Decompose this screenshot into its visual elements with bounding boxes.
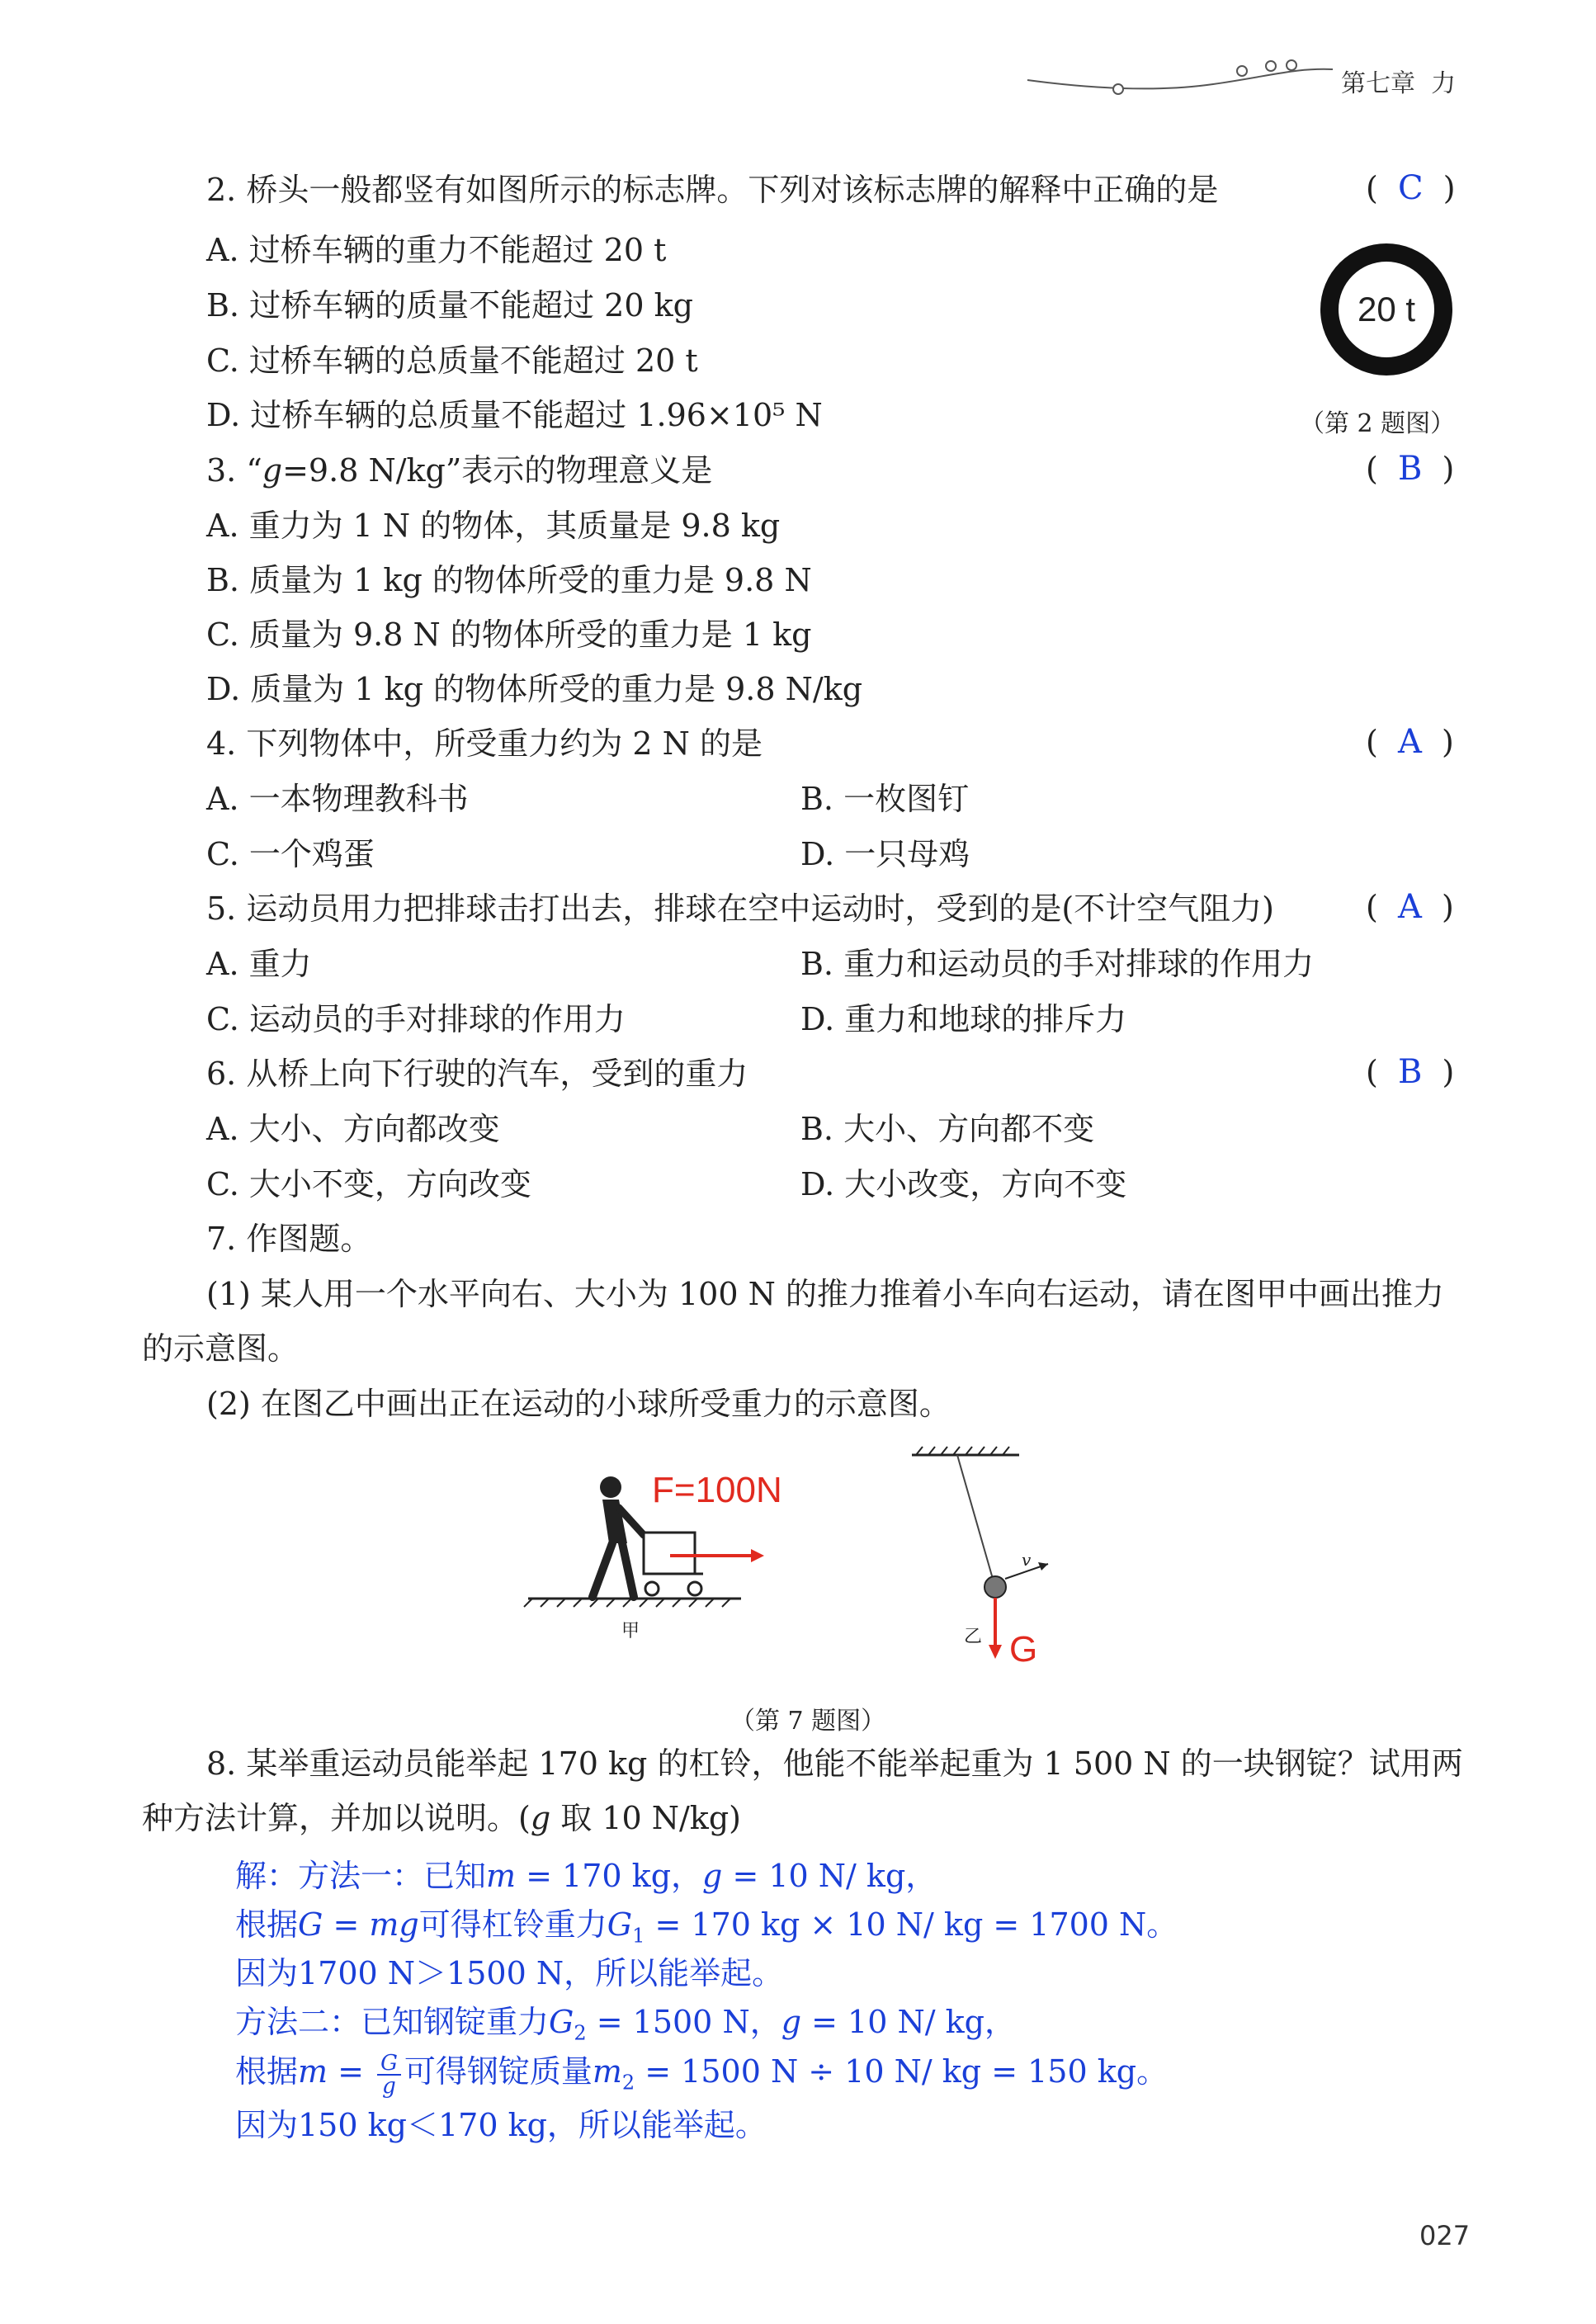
solution-line-6: 因为150 kg＜170 kg，所以能举起。 — [235, 2107, 767, 2143]
q5-option-a: A. 重力 — [206, 946, 312, 982]
q5-option-d: D. 重力和地球的排斥力 — [800, 1001, 1127, 1037]
sol5-g: = 1500 N ÷ 10 N/ kg = 150 kg。 — [635, 2053, 1169, 2090]
person-head — [600, 1476, 621, 1498]
q6-option-c: C. 大小不变，方向改变 — [206, 1166, 531, 1202]
sol4-a: 方法二：已知钢锭重力 — [235, 2004, 550, 2040]
q3-stem — [206, 450, 712, 491]
q4-option-a: A. 一本物理教科书 — [206, 781, 469, 817]
sol5-c: = — [328, 2053, 375, 2090]
q2-option-b: B. 过桥车辆的质量不能超过 20 kg — [206, 287, 693, 324]
sol5-fraction — [377, 2052, 401, 2097]
sol2-d: mg — [369, 1906, 419, 1943]
q2-option-d: D. 过桥车辆的总质量不能超过 1.96×10⁵ N — [206, 397, 823, 433]
q4-option-d: D. 一只母鸡 — [800, 836, 970, 872]
sol4-d: = 1500 N， — [586, 2004, 781, 2040]
q4-answer: A — [1397, 723, 1422, 761]
sign-text: 20 t — [1339, 262, 1434, 357]
label-yi: 乙 — [964, 1627, 983, 1647]
q3-stem-prefix: 3. “ — [206, 452, 262, 489]
q8-line2-var: g — [530, 1800, 551, 1836]
sol4-b: G — [549, 2004, 574, 2040]
q3-option-d: D. 质量为 1 kg 的物体所受的重力是 9.8 N/kg — [206, 671, 863, 707]
q2-answer-box: ( C ) — [1366, 169, 1456, 207]
sol2-c: = — [323, 1906, 370, 1943]
q6-option-d: D. 大小改变，方向不变 — [800, 1166, 1127, 1202]
q7-sub2: (2) 在图乙中画出正在运动的小球所受重力的示意图。 — [206, 1386, 951, 1422]
figure-yi — [912, 1447, 1048, 1670]
q3-stem-var: g — [262, 452, 283, 489]
sol1-d: g — [702, 1858, 723, 1894]
sol1-b: m — [486, 1858, 517, 1894]
sol2-e: 可得杠铃重力 — [418, 1906, 607, 1943]
label-G: G — [1009, 1629, 1038, 1670]
q6-answer-box: ( B ) — [1366, 1053, 1455, 1091]
sol5-num: G — [380, 2050, 398, 2076]
q2-caption: （第 2 题图） — [1300, 409, 1456, 438]
label-jia: 甲 — [621, 1621, 640, 1641]
force-label: F=100N — [652, 1470, 782, 1510]
q8-line2-prefix: 种方法计算，并加以说明。( — [142, 1800, 531, 1836]
sol2-g: 1 — [632, 1924, 645, 1948]
q4-answer-box: ( A ) — [1366, 723, 1454, 761]
header-decoration — [1023, 51, 1337, 101]
solution-line-1 — [235, 1855, 937, 1897]
q8-line1: 8. 某举重运动员能举起 170 kg 的杠铃，他能不能举起重为 1 500 N 的一块钢锭？试用两 — [206, 1745, 1463, 1782]
weight-limit-sign — [1320, 243, 1452, 376]
q2-option-a: A. 过桥车辆的重力不能超过 20 t — [206, 232, 667, 268]
sol4-e: g — [781, 2004, 802, 2040]
sol2-f: G — [607, 1906, 633, 1943]
q3-answer-box: ( B ) — [1366, 450, 1455, 488]
sol5-den: g — [382, 2073, 396, 2099]
pendulum-ball — [985, 1576, 1006, 1598]
q7-sub1-line2: 的示意图。 — [142, 1330, 300, 1367]
q8-line2 — [142, 1797, 741, 1839]
sol5-b: m — [298, 2053, 328, 2090]
person-body — [602, 1500, 627, 1543]
sol1-a: 解：方法一：已知 — [235, 1858, 487, 1894]
q7-figure — [512, 1440, 1073, 1675]
q2-option-c: C. 过桥车辆的总质量不能超过 20 t — [206, 342, 698, 379]
q2-answer: C — [1397, 169, 1424, 207]
sol4-c: 2 — [574, 2021, 587, 2045]
sol2-b: G — [298, 1906, 323, 1943]
sol1-c: = 170 kg， — [516, 1858, 703, 1894]
q3-option-c: C. 质量为 9.8 N 的物体所受的重力是 1 kg — [206, 616, 812, 653]
sol2-a: 根据 — [235, 1906, 299, 1943]
chapter-title: 力 — [1431, 69, 1457, 98]
q6-stem: 6. 从桥上向下行驶的汽车，受到的重力 — [206, 1056, 748, 1092]
solution-line-2 — [235, 1904, 1178, 1957]
q7-stem: 7. 作图题。 — [206, 1221, 372, 1257]
q7-caption: （第 7 题图） — [730, 1707, 886, 1736]
q8-line2-suffix: 取 10 N/kg) — [550, 1800, 741, 1836]
solution-line-5 — [235, 2045, 1168, 2109]
sol5-d: 可得钢锭质量 — [404, 2053, 593, 2090]
q5-answer-box: ( A ) — [1366, 888, 1454, 926]
q6-answer: B — [1397, 1053, 1423, 1091]
label-v: v — [1022, 1550, 1032, 1570]
q5-stem: 5. 运动员用力把排球击打出去，排球在空中运动时，受到的是(不计空气阻力) — [206, 890, 1274, 927]
figure-jia — [524, 1470, 782, 1641]
sol5-a: 根据 — [235, 2053, 299, 2090]
q4-option-c: C. 一个鸡蛋 — [206, 836, 375, 872]
q6-option-a: A. 大小、方向都改变 — [206, 1111, 500, 1147]
q3-stem-suffix: =9.8 N/kg”表示的物理意义是 — [282, 452, 713, 489]
page-number: 027 — [1419, 2220, 1471, 2251]
chapter-number: 第七章 — [1341, 69, 1415, 98]
q5-option-c: C. 运动员的手对排球的作用力 — [206, 1001, 626, 1037]
chapter-label — [1341, 63, 1456, 99]
sol2-h: = 170 kg × 10 N/ kg = 1700 N。 — [645, 1906, 1178, 1943]
sol4-f: = 10 N/ kg， — [801, 2004, 1016, 2040]
sol5-e: m — [592, 2053, 622, 2090]
solution-line-3: 因为1700 N＞1500 N，所以能举起。 — [235, 1955, 784, 1991]
q7-sub1-line1: (1) 某人用一个水平向右、大小为 100 N 的推力推着小车向右运动，请在图甲中画出推力 — [206, 1276, 1444, 1312]
q3-answer: B — [1397, 450, 1423, 488]
cart-box — [644, 1533, 695, 1574]
q5-option-b: B. 重力和运动员的手对排球的作用力 — [800, 946, 1315, 982]
q4-option-b: B. 一枚图钉 — [800, 781, 970, 817]
sol5-f: 2 — [621, 2071, 635, 2095]
q4-stem: 4. 下列物体中，所受重力约为 2 N 的是 — [206, 725, 763, 762]
q2-stem: 2. 桥头一般都竖有如图所示的标志牌。下列对该标志牌的解释中正确的是 — [206, 172, 1219, 208]
pendulum-string — [957, 1455, 994, 1585]
sol1-e: = 10 N/ kg， — [722, 1858, 937, 1894]
q3-option-b: B. 质量为 1 kg 的物体所受的重力是 9.8 N — [206, 562, 812, 598]
q6-option-b: B. 大小、方向都不变 — [800, 1111, 1095, 1147]
q5-answer: A — [1397, 888, 1422, 926]
q3-option-a: A. 重力为 1 N 的物体，其质量是 9.8 kg — [206, 508, 781, 544]
